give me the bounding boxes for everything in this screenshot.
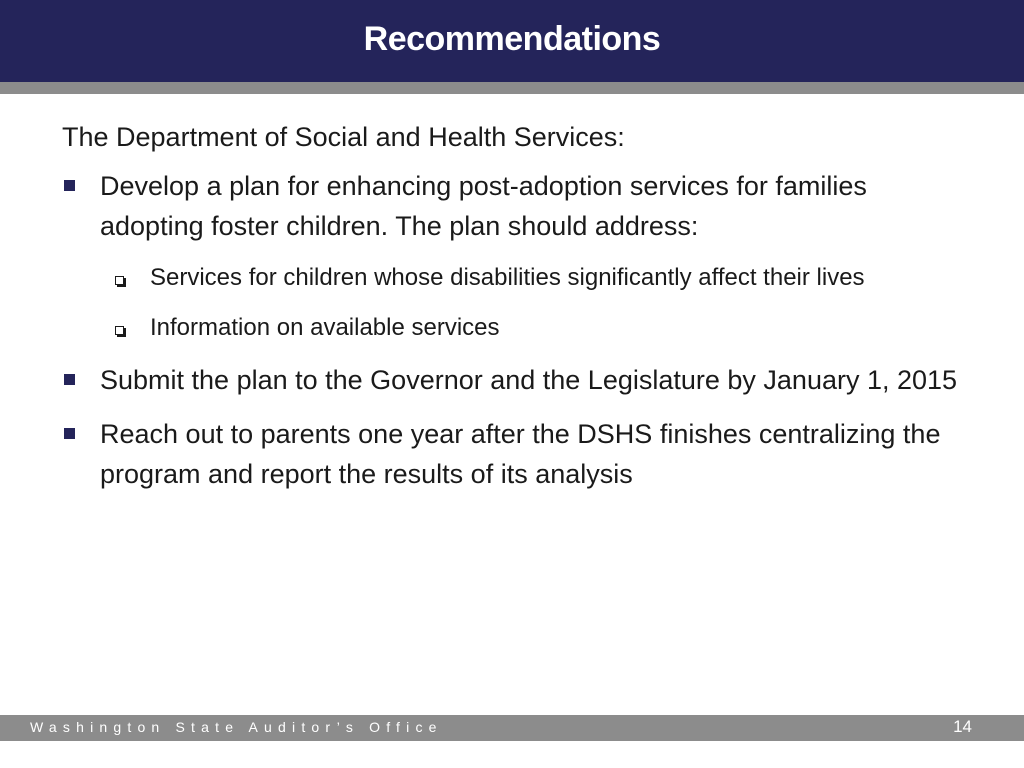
bullet-item-reach-out <box>62 414 962 494</box>
checkbox-bullet-icon <box>115 276 124 285</box>
square-bullet-icon <box>64 428 75 439</box>
sub-bullet-list <box>62 260 962 346</box>
bullet-text: Reach out to parents one year after the DSHS finishes centralizing the program and report the results of its analysis <box>100 419 941 489</box>
square-bullet-icon <box>64 374 75 385</box>
bullet-item-submit-plan <box>62 360 962 400</box>
square-bullet-icon <box>64 180 75 191</box>
title-divider <box>0 82 1024 94</box>
sub-bullet-text: Services for children whose disabilities significantly affect their lives <box>150 264 865 291</box>
page-number: 14 <box>953 717 972 736</box>
footer-bar <box>0 715 1024 741</box>
title-bar <box>0 0 1024 82</box>
bullet-item-develop-plan <box>62 166 962 246</box>
footer-organization: Washington State Auditor’s Office <box>30 719 443 735</box>
slide-body <box>62 120 962 508</box>
bullet-text: Submit the plan to the Governor and the Legislature by January 1, 2015 <box>100 365 958 395</box>
sub-bullet-text: Information on available services <box>150 314 500 341</box>
sub-bullet-item-information <box>62 310 962 346</box>
sub-bullet-item-disabilities <box>62 260 962 296</box>
bullet-text: Develop a plan for enhancing post-adoption services for families adopting foster children. The plan should address: <box>100 171 867 241</box>
intro-text: The Department of Social and Health Services: <box>62 122 625 152</box>
checkbox-bullet-icon <box>115 326 124 335</box>
slide-title: Recommendations <box>363 19 661 58</box>
